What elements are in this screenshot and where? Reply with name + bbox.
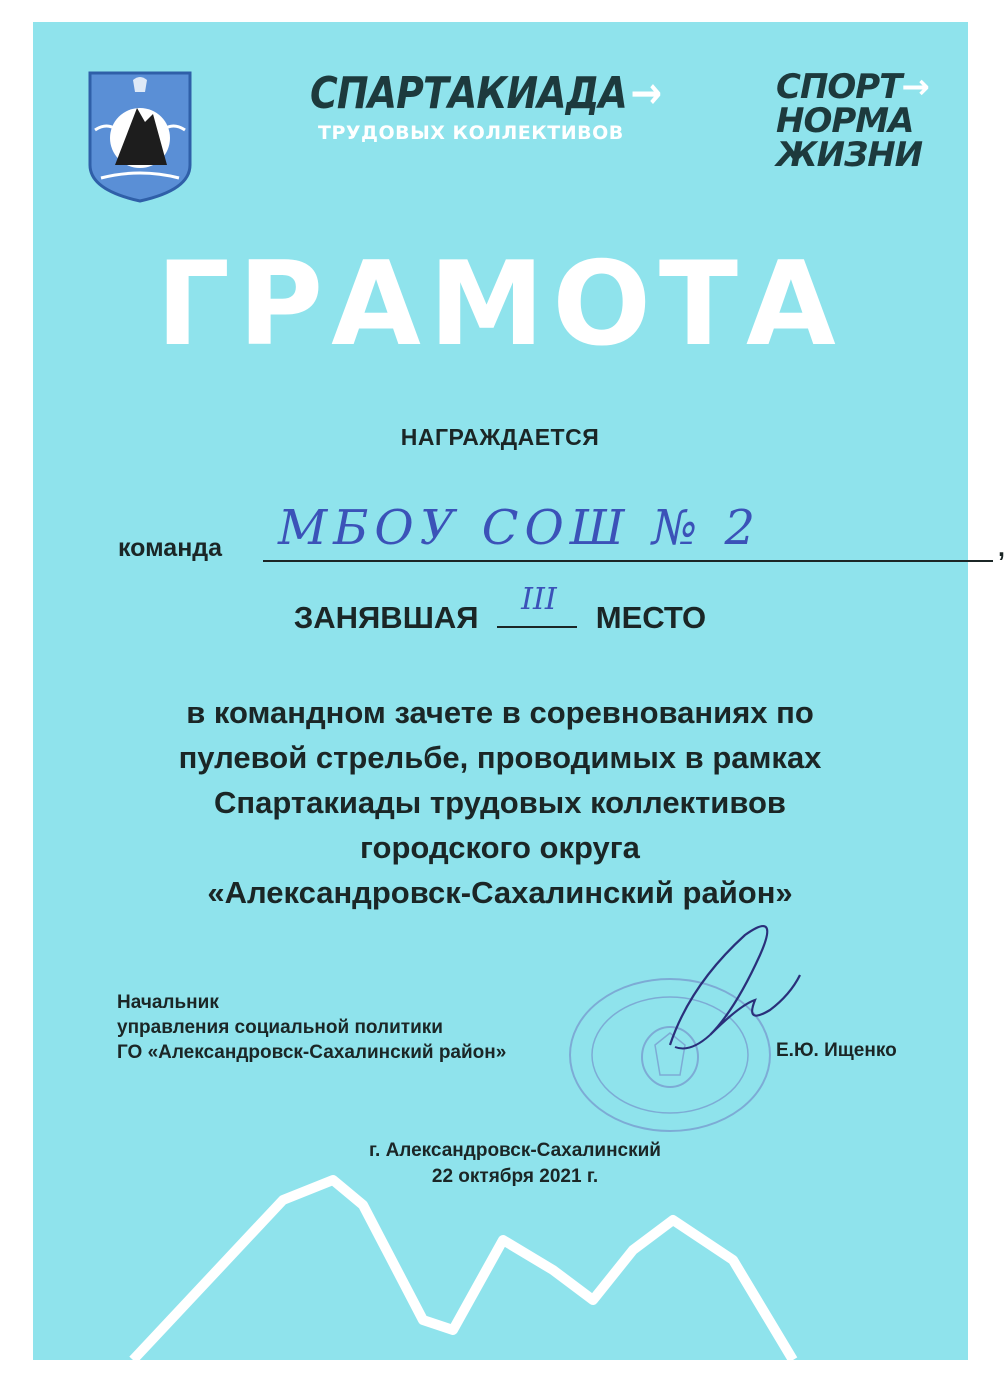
arrow-right-icon: → (901, 67, 929, 107)
spartakiada-logo (310, 70, 690, 144)
team-label: команда (118, 534, 223, 562)
awarded-heading: НАГРАЖДАЕТСЯ (400, 424, 600, 450)
certificate-title: ГРАМОТА (156, 237, 844, 372)
place-row (0, 582, 1000, 636)
signatory-line: Начальник (117, 992, 219, 1013)
award-description (0, 690, 1000, 915)
team-underline (263, 560, 993, 562)
signatory-line: ГО «Александровск-Сахалинский район» (117, 1042, 507, 1063)
description-line: городского округа (360, 830, 640, 865)
brand-title-text: СПАРТАКИАДА (310, 68, 627, 119)
description-line: «Александровск-Сахалинский район» (207, 875, 793, 910)
team-name-handwritten: МБОУ СОШ № 2 (278, 500, 762, 556)
signatory-title (117, 990, 506, 1065)
signatory-name: Е.Ю. Ищенко (776, 1040, 897, 1061)
description-line: в командном зачете в соревнованиях по (186, 695, 814, 730)
sport-line-2: НОРМА (776, 101, 914, 141)
place-blank (497, 582, 577, 628)
team-row (118, 500, 1005, 562)
signatory-line: управления социальной политики (117, 1017, 443, 1038)
description-line: пулевой стрельбе, проводимых в рамках (178, 740, 822, 775)
arrow-right-icon: → (630, 68, 662, 119)
sport-norma-zhizni-logo (776, 67, 929, 175)
description-line: Спартакиады трудовых коллективов (214, 785, 786, 820)
sport-line-3: ЖИЗНИ (776, 135, 923, 175)
team-comma: , (998, 534, 1005, 562)
mountains-illustration (33, 1160, 968, 1360)
place-suffix: МЕСТО (595, 600, 707, 635)
sport-line-1: СПОРТ (776, 67, 902, 107)
footer-city: г. Александровск-Сахалинский (369, 1140, 661, 1161)
brand-title (310, 68, 662, 119)
brand-subtitle: ТРУДОВЫХ КОЛЛЕКТИВОВ (318, 122, 624, 144)
coat-of-arms-icon (87, 70, 193, 204)
place-prefix: ЗАНЯВШАЯ (293, 600, 479, 635)
place-value-handwritten: III (521, 582, 557, 617)
footer-date: 22 октября 2021 г. (431, 1166, 599, 1187)
